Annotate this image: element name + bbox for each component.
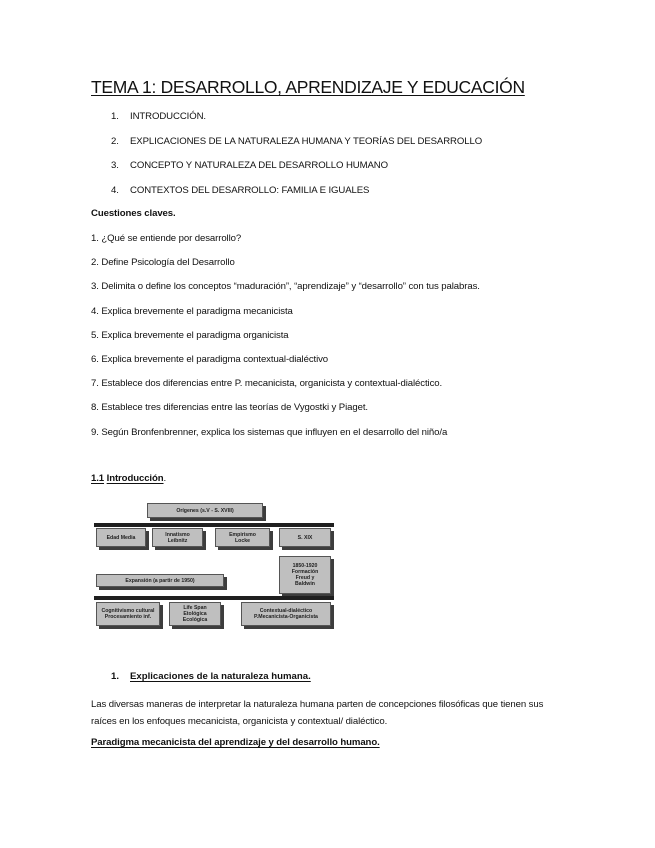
table-of-contents	[111, 111, 482, 209]
toc-label: CONTEXTOS DEL DESARROLLO: FAMILIA E IGUALES	[130, 184, 370, 196]
section-1-1-heading	[91, 473, 166, 484]
body-paragraph: Las diversas maneras de interpretar la naturaleza humana parten de concepciones filosóficas que tienen sus raíces en los enfoques mecanicista, organicista y contextual/ dialéctico.	[91, 699, 544, 727]
toc-item	[111, 160, 482, 185]
section-2-number: 1.	[111, 671, 120, 682]
question-item: 6. Explica brevemente el paradigma contextual-dialéctivo	[91, 353, 329, 365]
diagram-box-s-xix: S. XIX	[279, 528, 331, 547]
toc-item	[111, 136, 482, 161]
question-item: 1. ¿Qué se entiende por desarrollo?	[91, 233, 242, 244]
toc-item	[111, 111, 482, 136]
toc-label: INTRODUCCIÓN.	[130, 111, 206, 122]
diagram-box-expansion: Expansión (a partir de 1950)	[96, 574, 224, 587]
questions-list	[91, 233, 480, 451]
diagram-box-periodo: 1850-1920 Formación Freud y Baldwin	[279, 556, 331, 594]
history-diagram	[91, 492, 334, 636]
diagram-box-life-span: Life Span Etológica Ecológica	[169, 602, 221, 626]
toc-item	[111, 185, 482, 210]
question-item: 5. Explica brevemente el paradigma organicista	[91, 329, 289, 341]
questions-heading: Cuestiones claves.	[91, 208, 176, 219]
diagram-box-contextual: Contextual-dialéctico P.Mecanicista-Organicista	[241, 602, 331, 626]
question-item: 2. Define Psicología del Desarrollo	[91, 257, 235, 269]
diagram-box-innatismo: Innatismo Leibnitz	[152, 528, 203, 547]
toc-label: CONCEPTO Y NATURALEZA DEL DESARROLLO HUMANO	[130, 160, 388, 171]
question-item: 9. Según Bronfenbrenner, explica los sistemas que influyen en el desarrollo del niño/a	[91, 426, 448, 438]
section-2-label: Explicaciones de la naturaleza humana.	[130, 671, 311, 682]
section-2-heading	[111, 671, 311, 682]
section-1-1-number: 1.1	[91, 473, 105, 484]
section-1-1-suffix: .	[163, 473, 167, 484]
diagram-divider	[94, 523, 334, 527]
toc-number: 1.	[111, 111, 119, 122]
diagram-box-origins: Orígenes (s.V - S. XVIII)	[147, 503, 263, 518]
question-item: 4. Explica brevemente el paradigma mecanicista	[91, 305, 293, 317]
diagram-box-edad-media: Edad Media	[96, 528, 146, 547]
diagram-box-empirismo: Empirismo Locke	[215, 528, 270, 547]
subheading-mecanicista: Paradigma mecanicista del aprendizaje y del desarrollo humano.	[91, 737, 380, 748]
toc-number: 4.	[111, 184, 119, 196]
document-title: TEMA 1: DESARROLLO, APRENDIZAJE Y EDUCACIÓN	[91, 77, 525, 97]
question-item: 7. Establece dos diferencias entre P. mecanicista, organicista y contextual-dialéctico.	[91, 378, 443, 390]
diagram-divider	[94, 596, 334, 600]
toc-number: 3.	[111, 160, 119, 171]
question-item: 8. Establece tres diferencias entre las teorías de Vygostki y Piaget.	[91, 402, 368, 414]
question-item: 3. Delimita o define los conceptos “maduración”, “aprendizaje” y “desarrollo” con tus palabras.	[91, 281, 480, 293]
section-1-1-label: Introducción	[106, 473, 164, 484]
toc-number: 2.	[111, 135, 119, 147]
toc-label: EXPLICACIONES DE LA NATURALEZA HUMANA Y TEORÍAS DEL DESARROLLO	[130, 135, 483, 147]
diagram-box-cognitivismo: Cognitivismo cultural Procesamiento inf.	[96, 602, 160, 626]
